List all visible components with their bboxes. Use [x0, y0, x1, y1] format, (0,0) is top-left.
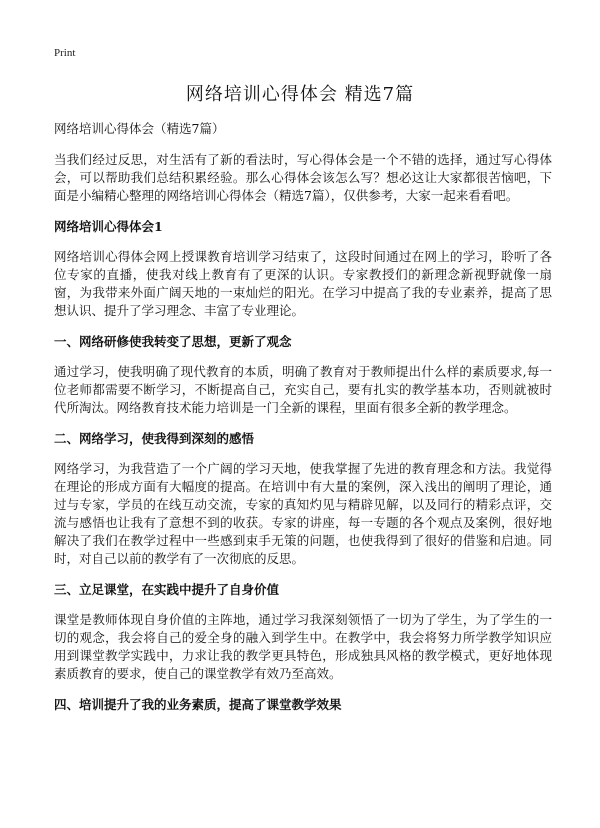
section-heading-2: 二、网络学习，使我得到深刻的感悟	[54, 431, 255, 446]
article-intro-paragraph: 网络培训心得体会网上授课教育培训学习结束了，这段时间通过在网上的学习，聆听了各位专家的直播，使我对线上教育有了更深的认识。专家教授们的新理念新视野就像一扇窗，为我带来外面广阔天地的一束灿烂的阳光。在学习中提高了我的专业素养，提高了思想认识、提升了学习理念、丰富了专业理论。	[54, 249, 552, 318]
section-heading-4: 四、培训提升了我的业务素质，提高了课堂教学效果	[54, 697, 342, 712]
article-heading: 网络培训心得体会1	[54, 219, 163, 234]
section-paragraph-2: 网络学习，为我营造了一个广阔的学习天地，使我掌握了先进的教育理念和方法。我觉得在理论的形成方面有大幅度的提高。在培训中有大量的案例，深入浅出的阐明了理论，通过与专家，学员的在线互动交流，专家的真知灼见与精辟见解，以及同行的精彩点评，交流与感悟也让我有了意想不到的收获。专家的讲座，每一专题的各个观点及案例，很好地解决了我们在教学过程中一些感到束手无策的问题，也使我得到了很好的借鉴和启迪。同时，对自己以前的教学有了一次彻底的反思。	[54, 461, 552, 566]
page-title: 网络培训心得体会 精选7篇	[185, 84, 415, 105]
section-paragraph-3: 课堂是教师体现自身价值的主阵地，通过学习我深刻领悟了一切为了学生，为了学生的一切的观念，我会将自己的爱全身的融入到学生中。在教学中，我会将努力所学教学知识应用到课堂教学实践中，力求让我的教学更具特色，形成独具风格的教学模式，更好地体现素质教育的要求，使自己的课堂教学有效乃至高效。	[54, 612, 552, 681]
section-paragraph-1: 通过学习，使我明确了现代教育的本质，明确了教育对于教师提出什么样的素质要求,每一位老师都需要不断学习，不断提高自己，充实自己，要有扎实的教学基本功，否则就被时代所淘汰。网络教育技术能力培训是一门全新的课程，里面有很多全新的教学理念。	[54, 364, 552, 415]
intro-paragraph: 当我们经过反思，对生活有了新的看法时，写心得体会是一个不错的选择，通过写心得体会，可以帮助我们总结积累经验。那么心得体会该怎么写？想必这让大家都很苦恼吧，下面是小编精心整理的网络培训心得体会（精选7篇），仅供参考，大家一起来看看吧。	[54, 152, 552, 203]
section-heading-3: 三、立足课堂，在实践中提升了自身价值	[54, 582, 280, 597]
document-subtitle: 网络培训心得体会（精选7篇）	[54, 121, 225, 136]
section-heading-1: 一、网络研修使我转变了思想，更新了观念	[54, 334, 292, 349]
print-link[interactable]: Print	[54, 47, 76, 59]
document-body	[54, 120, 552, 726]
